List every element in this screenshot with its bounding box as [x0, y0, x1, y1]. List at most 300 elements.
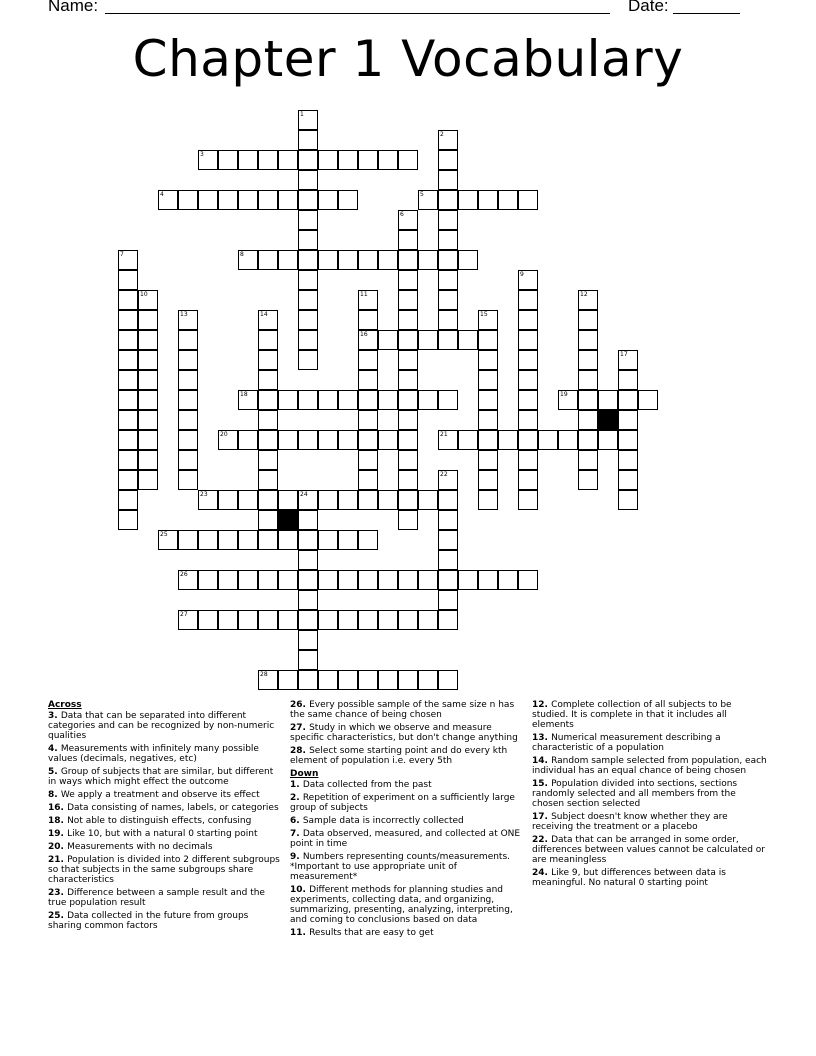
grid-cell[interactable] — [318, 570, 338, 590]
grid-cell[interactable] — [578, 290, 598, 310]
grid-cell[interactable] — [178, 450, 198, 470]
grid-cell[interactable] — [358, 250, 378, 270]
grid-cell[interactable] — [518, 330, 538, 350]
grid-cell[interactable] — [338, 190, 358, 210]
grid-cell[interactable] — [438, 390, 458, 410]
down-clue: 9. Numbers representing counts/measurements. *Important to use appropriate unit of measurement* — [290, 852, 511, 882]
grid-cell[interactable] — [298, 130, 318, 150]
grid-cell[interactable] — [478, 190, 498, 210]
down-clue: 22. Data that can be arranged in some order, differences between values cannot be calculated or are meaningless — [532, 835, 765, 865]
grid-cell[interactable] — [198, 530, 218, 550]
grid-cell[interactable] — [118, 390, 138, 410]
grid-cell[interactable] — [298, 550, 318, 570]
grid-cell[interactable] — [398, 310, 418, 330]
grid-cell[interactable] — [618, 410, 638, 430]
grid-cell[interactable] — [578, 390, 598, 410]
grid-cell[interactable] — [258, 250, 278, 270]
grid-cell[interactable] — [398, 430, 418, 450]
grid-cell[interactable] — [278, 250, 298, 270]
grid-cell[interactable] — [258, 370, 278, 390]
grid-cell[interactable] — [618, 430, 638, 450]
grid-cell[interactable] — [618, 370, 638, 390]
grid-cell[interactable] — [418, 330, 438, 350]
grid-cell[interactable] — [118, 290, 138, 310]
grid-cell[interactable] — [318, 150, 338, 170]
grid-cell[interactable] — [398, 290, 418, 310]
grid-cell[interactable] — [238, 570, 258, 590]
grid-cell[interactable] — [298, 510, 318, 530]
down-clue: 1. Data collected from the past — [290, 780, 432, 790]
grid-cell[interactable] — [578, 310, 598, 330]
grid-cell[interactable] — [618, 350, 638, 370]
grid-cell[interactable] — [278, 490, 298, 510]
grid-cell[interactable] — [138, 370, 158, 390]
clue-number: 3 — [200, 151, 204, 158]
grid-cell[interactable] — [398, 470, 418, 490]
grid-cell[interactable] — [418, 610, 438, 630]
grid-cell[interactable] — [438, 470, 458, 490]
clue-number: 9 — [520, 271, 524, 278]
grid-cell[interactable] — [198, 190, 218, 210]
grid-cell[interactable] — [398, 670, 418, 690]
grid-cell[interactable] — [118, 250, 138, 270]
grid-cell[interactable] — [358, 430, 378, 450]
grid-cell[interactable] — [178, 390, 198, 410]
clue-column-3 — [532, 700, 768, 891]
grid-cell[interactable] — [258, 490, 278, 510]
grid-cell[interactable] — [318, 610, 338, 630]
grid-cell[interactable] — [298, 310, 318, 330]
grid-cell[interactable] — [378, 490, 398, 510]
grid-cell[interactable] — [438, 190, 458, 210]
grid-cell[interactable] — [378, 250, 398, 270]
grid-cell[interactable] — [298, 150, 318, 170]
grid-cell[interactable] — [518, 490, 538, 510]
grid-cell[interactable] — [358, 670, 378, 690]
grid-cell[interactable] — [298, 430, 318, 450]
grid-cell[interactable] — [298, 330, 318, 350]
grid-cell[interactable] — [358, 350, 378, 370]
clue-number: 26 — [180, 571, 188, 578]
grid-cell[interactable] — [638, 390, 658, 410]
grid-cell[interactable] — [298, 590, 318, 610]
grid-cell[interactable] — [258, 390, 278, 410]
grid-cell[interactable] — [358, 150, 378, 170]
grid-cell[interactable] — [338, 430, 358, 450]
grid-cell[interactable] — [378, 330, 398, 350]
grid-cell[interactable] — [398, 410, 418, 430]
across-clue: 8. We apply a treatment and observe its effect — [48, 790, 260, 800]
grid-cell[interactable] — [438, 330, 458, 350]
grid-cell[interactable] — [478, 370, 498, 390]
grid-cell[interactable] — [258, 510, 278, 530]
grid-cell[interactable] — [218, 190, 238, 210]
grid-cell[interactable] — [318, 390, 338, 410]
grid-cell[interactable] — [218, 530, 238, 550]
grid-cell[interactable] — [178, 530, 198, 550]
grid-cell[interactable] — [218, 150, 238, 170]
grid-cell[interactable] — [298, 670, 318, 690]
grid-cell[interactable] — [178, 570, 198, 590]
grid-cell[interactable] — [418, 190, 438, 210]
across-clue: 21. Population is divided into 2 different subgroups so that subjects in the same subgroups share characteristics — [48, 855, 280, 885]
across-clue: 4. Measurements with infinitely many possible values (decimals, negatives, etc) — [48, 744, 259, 764]
grid-cell[interactable] — [178, 350, 198, 370]
grid-cell[interactable] — [518, 470, 538, 490]
grid-cell[interactable] — [218, 570, 238, 590]
grid-cell[interactable] — [438, 250, 458, 270]
grid-cell[interactable] — [258, 570, 278, 590]
grid-cell[interactable] — [118, 490, 138, 510]
grid-cell[interactable] — [518, 190, 538, 210]
across-clue: 16. Data consisting of names, labels, or categories — [48, 803, 279, 813]
clue-number: 4 — [160, 191, 164, 198]
grid-cell[interactable] — [118, 350, 138, 370]
grid-cell[interactable] — [578, 330, 598, 350]
grid-cell[interactable] — [458, 190, 478, 210]
across-clue: 3. Data that can be separated into different categories and can be recognized by non-numeric qualities — [48, 711, 275, 741]
down-clue: 6. Sample data is incorrectly collected — [290, 816, 464, 826]
grid-cell[interactable] — [598, 390, 618, 410]
grid-cell[interactable] — [238, 610, 258, 630]
grid-cell[interactable] — [418, 390, 438, 410]
grid-cell[interactable] — [398, 610, 418, 630]
grid-cell[interactable] — [418, 570, 438, 590]
grid-cell[interactable] — [198, 570, 218, 590]
grid-cell[interactable] — [118, 370, 138, 390]
grid-cell[interactable] — [418, 490, 438, 510]
grid-cell[interactable] — [518, 410, 538, 430]
grid-cell[interactable] — [278, 390, 298, 410]
grid-cell[interactable] — [398, 270, 418, 290]
grid-cell[interactable] — [378, 610, 398, 630]
grid-cell[interactable] — [518, 570, 538, 590]
grid-cell[interactable] — [398, 250, 418, 270]
grid-cell[interactable] — [458, 570, 478, 590]
grid-cell[interactable] — [258, 610, 278, 630]
grid-cell[interactable] — [178, 330, 198, 350]
grid-cell[interactable] — [218, 490, 238, 510]
grid-cell[interactable] — [138, 350, 158, 370]
grid-cell[interactable] — [298, 210, 318, 230]
grid-cell[interactable] — [338, 150, 358, 170]
grid-cell[interactable] — [418, 250, 438, 270]
grid-cell[interactable] — [178, 470, 198, 490]
grid-cell[interactable] — [338, 250, 358, 270]
grid-cell[interactable] — [398, 490, 418, 510]
grid-cell[interactable] — [538, 430, 558, 450]
grid-cell[interactable] — [138, 450, 158, 470]
grid-cell[interactable] — [138, 430, 158, 450]
across-heading: Across — [48, 700, 82, 710]
grid-cell[interactable] — [258, 310, 278, 330]
grid-cell[interactable] — [558, 390, 578, 410]
grid-cell[interactable] — [278, 150, 298, 170]
grid-cell[interactable] — [378, 570, 398, 590]
clue-number: 15 — [480, 311, 488, 318]
grid-cell[interactable] — [358, 310, 378, 330]
grid-cell[interactable] — [438, 150, 458, 170]
grid-cell[interactable] — [378, 150, 398, 170]
grid-cell[interactable] — [438, 170, 458, 190]
grid-cell[interactable] — [578, 450, 598, 470]
grid-cell[interactable] — [398, 350, 418, 370]
black-cell — [278, 510, 298, 530]
grid-cell[interactable] — [358, 470, 378, 490]
grid-cell[interactable] — [138, 330, 158, 350]
across-clue: 19. Like 10, but with a natural 0 starting point — [48, 829, 258, 839]
grid-cell[interactable] — [258, 530, 278, 550]
grid-cell[interactable] — [198, 490, 218, 510]
grid-cell[interactable] — [298, 270, 318, 290]
grid-cell[interactable] — [298, 250, 318, 270]
grid-cell[interactable] — [218, 610, 238, 630]
grid-cell[interactable] — [618, 470, 638, 490]
grid-cell[interactable] — [618, 390, 638, 410]
grid-cell[interactable] — [618, 450, 638, 470]
grid-cell[interactable] — [118, 430, 138, 450]
grid-cell[interactable] — [138, 390, 158, 410]
grid-cell[interactable] — [278, 530, 298, 550]
grid-cell[interactable] — [558, 430, 578, 450]
grid-cell[interactable] — [318, 190, 338, 210]
grid-cell[interactable] — [178, 430, 198, 450]
grid-cell[interactable] — [358, 390, 378, 410]
grid-cell[interactable] — [438, 530, 458, 550]
grid-cell[interactable] — [118, 330, 138, 350]
down-clue: 12. Complete collection of all subjects to be studied. It is complete in that it includes all elements — [532, 700, 732, 730]
grid-cell[interactable] — [438, 310, 458, 330]
down-clue: 13. Numerical measurement describing a characteristic of a population — [532, 733, 721, 753]
grid-cell[interactable] — [118, 470, 138, 490]
down-clue: 17. Subject doesn't know whether they are receiving the treatment or a placebo — [532, 812, 728, 832]
grid-cell[interactable] — [478, 410, 498, 430]
grid-cell[interactable] — [478, 310, 498, 330]
grid-cell[interactable] — [438, 570, 458, 590]
clue-number: 5 — [420, 191, 424, 198]
grid-cell[interactable] — [318, 670, 338, 690]
grid-cell[interactable] — [378, 430, 398, 450]
grid-cell[interactable] — [518, 310, 538, 330]
grid-cell[interactable] — [298, 290, 318, 310]
grid-cell[interactable] — [578, 470, 598, 490]
grid-cell[interactable] — [578, 410, 598, 430]
grid-cell[interactable] — [238, 190, 258, 210]
grid-cell[interactable] — [298, 390, 318, 410]
grid-cell[interactable] — [258, 190, 278, 210]
grid-cell[interactable] — [318, 250, 338, 270]
grid-cell[interactable] — [518, 270, 538, 290]
grid-cell[interactable] — [518, 450, 538, 470]
grid-cell[interactable] — [438, 510, 458, 530]
grid-cell[interactable] — [118, 410, 138, 430]
grid-cell[interactable] — [518, 350, 538, 370]
grid-cell[interactable] — [438, 550, 458, 570]
down-clue: 11. Results that are easy to get — [290, 928, 434, 938]
grid-cell[interactable] — [478, 490, 498, 510]
grid-cell[interactable] — [418, 670, 438, 690]
grid-cell[interactable] — [118, 310, 138, 330]
grid-cell[interactable] — [338, 390, 358, 410]
grid-cell[interactable] — [318, 430, 338, 450]
clue-number: 16 — [360, 331, 368, 338]
grid-cell[interactable] — [518, 390, 538, 410]
grid-cell[interactable] — [358, 450, 378, 470]
grid-cell[interactable] — [438, 230, 458, 250]
grid-cell[interactable] — [478, 350, 498, 370]
grid-cell[interactable] — [358, 490, 378, 510]
grid-cell[interactable] — [178, 610, 198, 630]
grid-cell[interactable] — [398, 510, 418, 530]
grid-cell[interactable] — [358, 330, 378, 350]
grid-cell[interactable] — [178, 310, 198, 330]
grid-cell[interactable] — [318, 490, 338, 510]
grid-cell[interactable] — [238, 530, 258, 550]
grid-cell[interactable] — [298, 490, 318, 510]
grid-cell[interactable] — [398, 150, 418, 170]
grid-cell[interactable] — [398, 330, 418, 350]
grid-cell[interactable] — [438, 590, 458, 610]
grid-cell[interactable] — [478, 450, 498, 470]
grid-cell[interactable] — [338, 530, 358, 550]
grid-cell[interactable] — [438, 290, 458, 310]
grid-cell[interactable] — [198, 610, 218, 630]
grid-cell[interactable] — [398, 210, 418, 230]
grid-cell[interactable] — [278, 190, 298, 210]
grid-cell[interactable] — [498, 430, 518, 450]
grid-cell[interactable] — [238, 150, 258, 170]
grid-cell[interactable] — [398, 370, 418, 390]
grid-cell[interactable] — [258, 450, 278, 470]
grid-cell[interactable] — [338, 610, 358, 630]
grid-cell[interactable] — [158, 530, 178, 550]
grid-cell[interactable] — [598, 430, 618, 450]
grid-cell[interactable] — [578, 370, 598, 390]
grid-cell[interactable] — [278, 610, 298, 630]
grid-cell[interactable] — [138, 310, 158, 330]
grid-cell[interactable] — [118, 510, 138, 530]
clue-number: 27 — [180, 611, 188, 618]
grid-cell[interactable] — [358, 610, 378, 630]
grid-cell[interactable] — [518, 430, 538, 450]
grid-cell[interactable] — [398, 230, 418, 250]
grid-cell[interactable] — [378, 390, 398, 410]
grid-cell[interactable] — [358, 530, 378, 550]
grid-cell[interactable] — [358, 370, 378, 390]
grid-cell[interactable] — [358, 410, 378, 430]
grid-cell[interactable] — [458, 250, 478, 270]
grid-cell[interactable] — [498, 190, 518, 210]
grid-cell[interactable] — [258, 330, 278, 350]
grid-cell[interactable] — [298, 110, 318, 130]
grid-cell[interactable] — [118, 450, 138, 470]
grid-cell[interactable] — [518, 370, 538, 390]
grid-cell[interactable] — [398, 570, 418, 590]
grid-cell[interactable] — [238, 250, 258, 270]
grid-cell[interactable] — [478, 570, 498, 590]
grid-cell[interactable] — [238, 390, 258, 410]
grid-cell[interactable] — [478, 470, 498, 490]
grid-cell[interactable] — [498, 570, 518, 590]
grid-cell[interactable] — [458, 330, 478, 350]
grid-cell[interactable] — [178, 370, 198, 390]
grid-cell[interactable] — [298, 170, 318, 190]
grid-cell[interactable] — [138, 470, 158, 490]
grid-cell[interactable] — [298, 630, 318, 650]
grid-cell[interactable] — [338, 490, 358, 510]
grid-cell[interactable] — [138, 410, 158, 430]
grid-cell[interactable] — [298, 230, 318, 250]
grid-cell[interactable] — [118, 270, 138, 290]
grid-cell[interactable] — [478, 330, 498, 350]
grid-cell[interactable] — [298, 570, 318, 590]
grid-cell[interactable] — [258, 430, 278, 450]
grid-cell[interactable] — [238, 430, 258, 450]
grid-cell[interactable] — [178, 410, 198, 430]
grid-cell[interactable] — [278, 670, 298, 690]
grid-cell[interactable] — [258, 670, 278, 690]
grid-cell[interactable] — [438, 670, 458, 690]
grid-cell[interactable] — [298, 610, 318, 630]
grid-cell[interactable] — [358, 570, 378, 590]
grid-cell[interactable] — [218, 430, 238, 450]
grid-cell[interactable] — [398, 390, 418, 410]
grid-cell[interactable] — [338, 570, 358, 590]
grid-cell[interactable] — [378, 670, 398, 690]
grid-cell[interactable] — [618, 490, 638, 510]
grid-cell[interactable] — [478, 390, 498, 410]
grid-cell[interactable] — [258, 150, 278, 170]
grid-cell[interactable] — [438, 490, 458, 510]
grid-cell[interactable] — [458, 430, 478, 450]
grid-cell[interactable] — [258, 350, 278, 370]
grid-cell[interactable] — [178, 190, 198, 210]
grid-cell[interactable] — [298, 190, 318, 210]
clue-number: 17 — [620, 351, 628, 358]
grid-cell[interactable] — [278, 570, 298, 590]
name-label: Name: — [48, 0, 99, 15]
grid-cell[interactable] — [438, 610, 458, 630]
page-title: Chapter 1 Vocabulary — [132, 30, 684, 88]
grid-cell[interactable] — [318, 530, 338, 550]
grid-cell[interactable] — [138, 290, 158, 310]
grid-cell[interactable] — [258, 470, 278, 490]
grid-cell[interactable] — [238, 490, 258, 510]
grid-cell[interactable] — [258, 410, 278, 430]
grid-cell[interactable] — [438, 430, 458, 450]
across-clue: 27. Study in which we observe and measure specific characteristics, but don't change anything — [290, 723, 518, 743]
grid-cell[interactable] — [198, 150, 218, 170]
grid-cell[interactable] — [298, 530, 318, 550]
grid-cell[interactable] — [298, 650, 318, 670]
grid-cell[interactable] — [438, 210, 458, 230]
grid-cell[interactable] — [438, 130, 458, 150]
grid-cell[interactable] — [298, 350, 318, 370]
grid-cell[interactable] — [278, 430, 298, 450]
grid-cell[interactable] — [518, 290, 538, 310]
grid-cell[interactable] — [438, 270, 458, 290]
grid-cell[interactable] — [338, 670, 358, 690]
grid-cell[interactable] — [158, 190, 178, 210]
grid-cell[interactable] — [398, 450, 418, 470]
clue-number: 24 — [300, 491, 308, 498]
grid-cell[interactable] — [478, 430, 498, 450]
clue-number: 11 — [360, 291, 368, 298]
clue-column-2 — [290, 700, 526, 941]
grid-cell[interactable] — [578, 350, 598, 370]
grid-cell[interactable] — [578, 430, 598, 450]
grid-cell[interactable] — [358, 290, 378, 310]
